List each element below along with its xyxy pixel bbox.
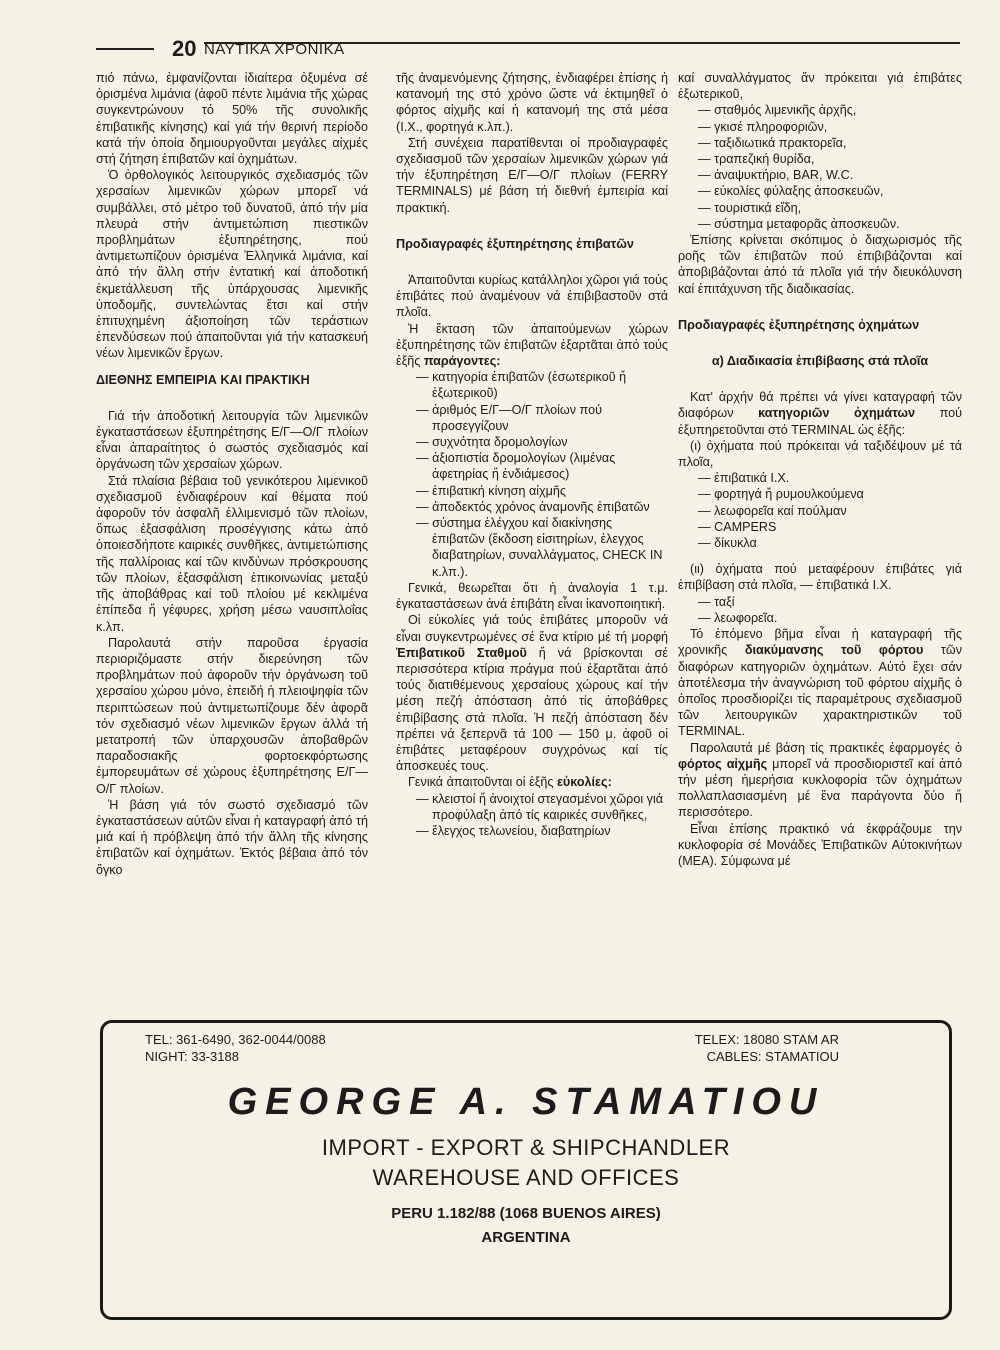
paragraph [678, 389, 962, 438]
paragraph: (ιι) ὀχήματα πού μεταφέρουν ἐπιβάτες γιά ἐπιβίβαση στά πλοῖα, — ἐπιβατικά Ι.Χ. [678, 562, 962, 593]
text-run: Παρολαυτά μέ βάση τίς πρακτικές ἐφαρμογές ὁ [690, 740, 962, 755]
list-item: — συχνότητα δρομολογίων [416, 435, 568, 450]
list-item: — τουριστικά εἴδη, [698, 200, 802, 215]
bold-text: διακύμανσης τοῦ φόρτου [744, 643, 924, 658]
paragraph: Στά πλαίσια βέβαια τοῦ γενικότερου λιμενικοῦ σχεδιασμοῦ ἐνδιαφέρουν καί θέματα πού ἀφοροῦν τόν ἀσφαλῆ ἐλλιμενισμό τῶν πλοίων, ὅπως ἐξασφάλιση προσέγγισης κάτω ἀπό ὁποιεσδήποτε καιρικές συνθῆκες, ἀντιμετώπισης τῆς παλλίροιας καί τῶν κινδύνων πρόσκρουσης τῶν πλοίων, ἐξασφάλιση ἐπικοινωνίας μεταξύ τῆς ἀποβάθρας καί τοῦ πλοίου μέ κεκλιμένα ἐπίπεδα ἤ γέφυρες, χρήση μέσω ναυσιπλοΐας κ.λπ. [96, 473, 368, 634]
list-item: — λεωφορεῖα καί πούλμαν [698, 503, 847, 518]
section-heading: ΔΙΕΘΝΗΣ ΕΜΠΕΙΡΙΑ ΚΑΙ ΠΡΑΚΤΙΚΗ [96, 372, 310, 387]
page-header [96, 36, 960, 66]
paragraph [678, 626, 962, 739]
list-item: — φορτηγά ἤ ρυμουλκούμενα [698, 487, 864, 502]
column-2 [396, 70, 668, 1010]
bold-text: φόρτος αἰχμῆς [678, 756, 768, 771]
text-run: Ἡ ἔκταση τῶν ἀπαιτούμενων χώρων ἐξυπηρέτησης τῶν ἐπιβατῶν ἐξαρτᾶται ἀπό τούς ἑξῆς [396, 321, 668, 369]
text-run: τῶν διαφόρων κατηγοριῶν ὀχημάτων. Αὐτό ἔχει σάν ἀποτέλεσμα τήν ἀναγνώριση τοῦ φόρτου αἰχμῆς ὁ ὁποῖος προσδιορίζει τίς παραμέτρους σχεδιασμοῦ τῶν λειτουργικῶν χαρακτηριστικῶν τοῦ TERMINAL. [678, 643, 962, 739]
list-item: — ἀναψυκτήριο, BAR, W.C. [698, 168, 854, 183]
list-item: — κλειστοί ἤ ἀνοιχτοί στεγασμένοι χῶροι γιά προφύλαξη ἀπό τίς καιρικές συνθῆκες, [416, 791, 664, 822]
list-item: — ταξιδιωτικά πρακτορεῖα, [698, 135, 847, 150]
text-run: μπορεῖ νά προσδιοριστεῖ καί ἀπό τήν μέση ἡμερήσια κυκλοφορία τῶν ὀχημάτων πολλαπλασιασμένη μέ ἕνα παράγοντα δύο ἤ περισσότερο. [678, 756, 962, 820]
column-3 [678, 70, 962, 1010]
advertisement-box [100, 1020, 952, 1320]
paragraph: Ἐπίσης κρίνεται σκόπιμος ὁ διαχωρισμός τῆς ροῆς τῶν ἐπιβατῶν πού ἐπιβιβάζονται καί ἀποβιβάζονται ἀπό τά πλοῖα γιά τήν διευκόλυνση καί ἐπιτάχυνση τῆς διαδικασίας. [678, 233, 962, 296]
publication-title: ΝΑΥΤΙΚΑ ΧΡΟΝΙΚΑ [204, 41, 345, 58]
paragraph: Γενικά, θεωρεῖται ὅτι ἡ ἀναλογία 1 τ.μ. ἐγκαταστάσεων ἀνά ἐπιβάτη εἶναι ἱκανοποιητική. [396, 580, 668, 612]
list-item: — ἀριθμός Ε/Γ—Ο/Γ πλοίων πού προσεγγίζουν [416, 402, 602, 433]
paragraph [396, 612, 668, 774]
list-item: — ἀποδεκτός χρόνος ἀναμονῆς ἐπιβατῶν [416, 499, 650, 514]
text-run: Κατ' ἀρχήν θά πρέπει νά γίνει καταγραφή τῶν διαφόρων [678, 390, 962, 421]
paragraph: Ἀπαιτοῦνται κυρίως κατάλληλοι χῶροι γιά τούς ἐπιβάτες πού ἀναμένουν νά ἐπιβιβαστοῦν στά πλοῖα. [396, 273, 668, 320]
paragraph: Ἡ βάση γιά τόν σωστό σχεδιασμό τῶν ἐγκαταστάσεων αὐτῶν εἶναι ἡ καταγραφή ἀπό τή μιά καί ἡ πρόβλεψη ἀπό τήν ἄλλη τῆς κίνησης ἐπιβατῶν καί ὀχημάτων. Ἐκτός βέβαια ἀπό τόν ὄγκο [96, 797, 368, 877]
ad-line-2: WAREHOUSE AND OFFICES [372, 1165, 680, 1190]
page-number: 20 [172, 36, 197, 61]
text-run: πού ἐξυπηρετοῦνται στό TERMINAL ὡς ἑξῆς: [678, 406, 962, 437]
list-item: — ταξί [698, 594, 735, 609]
text-run: Γενικά ἀπαιτοῦνται οἱ ἑξῆς [408, 775, 557, 790]
list-item: — σύστημα ἐλέγχου καί διακίνησης ἐπιβατῶν (ἔκδοση εἰσιτηρίων, ἐλεγχος διαβατηρίων, συναλλάγματος, CHECK IN κ.λπ.). [416, 516, 663, 579]
list-item: — κατηγορία ἐπιβατῶν (ἐσωτερικοῦ ἤ ἐξωτερικοῦ) [416, 370, 627, 401]
list-item: — σύστημα μεταφορᾶς ἀποσκευῶν. [698, 216, 900, 231]
paragraph [396, 774, 668, 790]
paragraph: πιό πάνω, ἐμφανίζονται ἰδιαίτερα ὀξυμένα σέ ὁρισμένα λιμάνια (ἀφοῦ πέντε λιμάνια τῆς χώρας συγκεντρώνουν τό 50% τῆς συνολικῆς ἐπιβατικῆς κίνησης) καί γιά τήν θερινή περίοδο κατά τήν ὁποία δημιουργοῦνται μεγάλες αἰχμές στή ζήτηση ἐπιβατῶν καί ὀχημάτων. [96, 71, 368, 167]
ad-cables: CABLES: STAMATIOU [706, 1049, 839, 1064]
paragraph: Εἶναι ἐπίσης πρακτικό νά ἐκφράζουμε την κυκλοφορία σέ Μονάδες Ἐπιβατικῶν Αὐτοκινήτων (ΜΕΑ). Σύμφωνα μέ [678, 821, 962, 868]
ad-address: PERU 1.182/88 (1068 BUENOS AIRES) [391, 1205, 661, 1222]
list-item: — σταθμός λιμενικῆς ἀρχῆς, [698, 103, 857, 118]
list-item: — ἀξιοπιστία δρομολογίων (λιμένας ἀφετηρίας ἤ ἐνδιάμεσος) [416, 451, 616, 482]
ad-tel: TEL: 361-6490, 362-0044/0088 [145, 1032, 326, 1047]
ad-line-1: IMPORT - EXPORT & SHIPCHANDLER [321, 1135, 731, 1160]
bold-text: παράγοντες: [423, 354, 501, 369]
ad-contact-left [145, 1031, 326, 1065]
section-heading: Προδιαγραφές ἐξυπηρέτησης ἐπιβατῶν [396, 236, 634, 251]
list-item: — δίκυκλα [698, 536, 757, 551]
paragraph [396, 321, 668, 370]
bold-text: κατηγοριῶν ὀχημάτων [758, 406, 916, 421]
list-item: — τραπεζική θυρίδα, [698, 152, 815, 167]
bold-text: Ἐπιβατικοῦ Σταθμοῦ [396, 645, 527, 660]
header-rule-left [96, 48, 154, 50]
ad-company-name: GEORGE A. STAMATIOU [227, 1081, 825, 1123]
sub-heading: α) Διαδικασία ἐπιβίβασης στά πλοῖα [711, 354, 929, 369]
ad-night: NIGHT: 33-3188 [145, 1049, 239, 1064]
text-run: Τό ἑπόμενο βῆμα εἶναι ἡ καταγραφή τῆς χρονικῆς [678, 627, 962, 658]
paragraph: καί συναλλάγματος ἄν πρόκειται γιά ἐπιβάτες ἐξωτερικοῦ, [678, 71, 962, 102]
paragraph: (ι) ὀχήματα πού πρόκειται νά ταξιδέψουν μέ τά πλοῖα, [678, 438, 962, 470]
ad-telex: TELEX: 18080 STAM AR [694, 1032, 839, 1047]
paragraph: Γιά τήν ἀποδοτική λειτουργία τῶν λιμενικῶν ἐγκαταστάσεων ἐξυπηρέτησης Ε/Γ—Ο/Γ πλοίων εἶναι ἀπαραίτητος ὁ σωστός σχεδιασμός καί ὀργάνωση τῶν χερσαίων χώρων. [96, 408, 368, 472]
list-item: — CAMPERS [698, 519, 777, 534]
list-item: — ἐπιβατικά Ι.Χ. [698, 471, 790, 486]
paragraph: Στή συνέχεια παρατίθενται οἱ προδιαγραφές σχεδιασμοῦ τῶν χερσαίων λιμενικῶν χώρων γιά τήν ἐξυπηρέτηση Ε/Γ—Ο/Γ πλοίων (FERRY TERMINALS) μέ βάση τή διεθνή ἐμπειρία καί πρακτική. [396, 135, 668, 215]
column-1 [96, 70, 368, 1010]
ad-contact-right [695, 1031, 839, 1065]
section-heading: Προδιαγραφές ἐξυπηρέτησης ὀχημάτων [678, 317, 920, 332]
list-item: — εὐκολίες φύλαξης ἀποσκευῶν, [698, 184, 884, 199]
list-item: — ἐπιβατική κίνηση αἰχμῆς [416, 483, 566, 498]
text-run: Οἱ εὐκολίες γιά τούς ἐπιβάτες μποροῦν νά εἶναι συγκεντρωμένες σέ ἕνα κτίριο μέ τή μορφή [396, 613, 668, 644]
ad-country: ARGENTINA [481, 1229, 571, 1246]
bold-text: εὐκολίες: [556, 775, 612, 790]
paragraph: τῆς ἀναμενόμενης ζήτησης, ἐνδιαφέρει ἐπίσης ἡ κατανομή της στό χρόνο ὥστε νά ἐκτιμηθεῖ ὁ φόρτος αἰχμῆς καί ἡ κατανομή της στά μέσα (Ι.Χ., φορτηγά κ.λπ.). [396, 71, 668, 134]
paragraph [678, 740, 962, 821]
article-body [96, 70, 966, 1010]
list-item: — γκισέ πληροφοριῶν, [698, 119, 828, 134]
list-item: — ἔλεγχος τελωνείου, διαβατηρίων [416, 823, 611, 838]
paragraph: Παρολαυτά στήν παροῦσα ἐργασία περιοριζόμαστε στήν διερεύνηση τῶν προβλημάτων πού ἀφοροῦν τήν ὀργάνωση τοῦ χερσαίου χώρου μόνο, ἐπειδή ἡ πλειοψηφία τῶν περιπτώσεων πού ἀντιμετωπίζουμε δέν ἀφορᾶ τόν σχεδιασμό νέων λιμενικῶν ἔργων ἀλλά τή μετατροπή τῶν ὑπαρχουσῶν ἀποβαθρῶν παραδοσιακῆς φορτοεκφόρτωσης ἐμπορευμάτων σέ χώρους ἐξυπηρέτησης Ε/Γ—Ο/Γ πλοίων. [96, 635, 368, 796]
paragraph: Ὁ ὀρθολογικός λειτουργικός σχεδιασμός τῶν χερσαίων λιμενικῶν χώρων μπορεῖ νά συμβάλλει, στό μέτρο τοῦ δυνατοῦ, ἀπό τήν μία πλευρά στήν ἀντιμετώπιση πιεστικῶν προβλημάτων ἐξυπηρέτησης, πού ἀντιμετωπίζουν ὁρισμένα Ἑλληνικά λιμάνια, καί ἀπό τήν ἄλλη στήν ἐντατική καί ἀποδοτική ἐκμετάλλευση τῆς ὑπάρχουσας λιμενικῆς ὑποδομῆς, συντελώντας ἔτσι καί στήν ἐπιτυχημένη ἀξιοποίηση τῶν τεράστιων ἐπενδύσεων πού ἀπαιτοῦνται γιά τήν κατασκευή νέων λιμενικῶν ἔργων. [96, 168, 368, 361]
list-item: — λεωφορεῖα. [698, 610, 778, 625]
text-run: ἤ νά βρίσκονται σέ περισσότερα κτίρια πράγμα πού ἐξαρτᾶται ἀπό τούς διατιθέμενους χερσαίους χώρους καί τήν μέση πεζή ἀπόσταση ἀπό τίς ἀποβάθρες ἐπιβίβασης στά πλοῖα. Ἡ πεζή ἀπόσταση δέν πρέπει νά ξεπερνᾶ τά 100 — 150 μ. ἀφοῦ οἱ ἐπιβάτες μεταφέρουν συγχρόνως καί τίς ἀποσκευές τους. [396, 645, 668, 774]
